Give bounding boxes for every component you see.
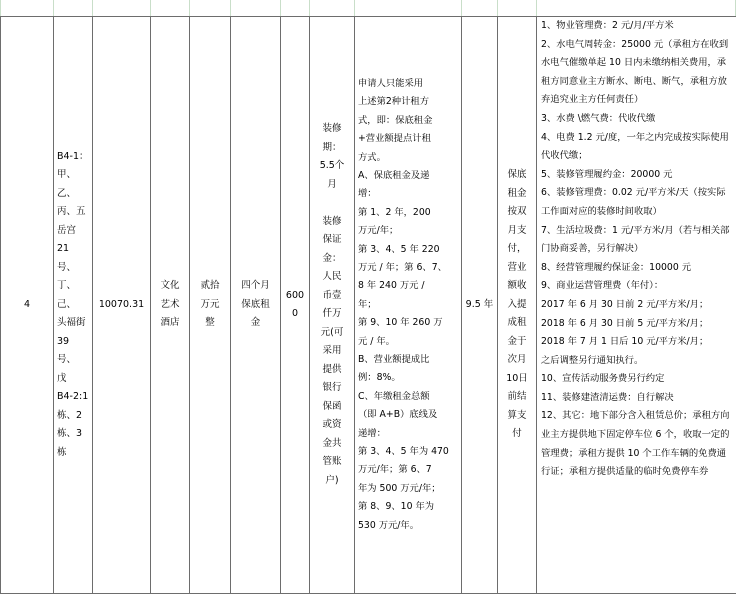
cell-other-terms[interactable]: 1、物业管理费：2 元/月/平方米 2、水电气周转金：25000 元（承租方在收到水电气催缴单起 10 日内未缴纳相关费用，承租方同意业主方断水、断电、断气，承租方放弃追究业主方任何责任） 3、水费 \燃气费：代收代缴 4、电费 1.2 元/度，一年之内完成按实际使用代收代缴； 5、装修管理履约金：20000 元 6、装修管理费：0.02 元/平方米/天（按实际工作面对应的装修时间收取） 7、生活垃圾费：1 元/平方米/月（若与相关部门协商妥善，另行解决） 8、经营管理履约保证金：10000 元 9、商业运营管理费（年付）： 2017 年 6 月 30 日前 2 元/平方米/月； 2018 年 6 月 30 日前 5 元/平方米/月； 2018 年 7 月 1 日后 10 元/平方米/月； 之后调整另行通知执行。 10、宣传活动服务费另行约定 11、装修建渣清运费：自行解决 12、其它：地下部分含入租赁总价；承租方向业主方提供地下固定停车位 6 个，收取一定的管理费；承租方提供 10 个工作车辆的免费通行证；承租方提供适量的临时免费停车券 (537, 17, 736, 594)
spreadsheet-gridlines (0, 0, 736, 16)
cell-decoration[interactable]: 装修 期： 5.5个 月 装修 保证 金： 人民 币壹 仟万 元(可 采用 提供 银行 保函 或资 金共 管账 户) (310, 17, 355, 594)
cell-use[interactable]: 文化 艺术 酒店 (151, 17, 190, 594)
cell-deposit-amount[interactable]: 6000 (281, 17, 310, 594)
cell-deposit[interactable]: 四个月 保底租 金 (231, 17, 281, 594)
cell-index[interactable]: 4 (1, 17, 54, 594)
lease-terms-table (0, 16, 736, 594)
cell-years[interactable]: 9.5 年 (462, 17, 498, 594)
table-row (1, 17, 736, 594)
cell-area[interactable]: 10070.31 (93, 17, 151, 594)
cell-payment[interactable]: 保底 租金 按双 月支 付， 营业 额收 入提 成租 金于 次月 10日 前结 算支 付 (498, 17, 537, 594)
cell-unit[interactable]: B4-1： 甲、乙、 丙、五 岳宫 21 号、 丁、己、 头福街 39 号、 戊 B4-2:1 栋、2 栋、3 栋 (54, 17, 93, 594)
cell-rent-plan[interactable]: 申请人只能采用 上述第2种计租方 式，即：保底租金 +营业额提点计租 方式。 A、保底租金及递 增： 第 1、2 年，200 万元/年； 第 3、4、5 年 220 万元 / 年；第 6、7、 8 年 240 万元 / 年； 第 9、10 年 260 万 元 / 年。 B、营业额提成比 例：8%。 C、年缴租金总额 （即 A+B）底线及 递增： 第 3、4、5 年为 470 万元/年；第 6、7 年为 500 万元/年； 第 8、9、10 年为 530 万元/年。 (355, 17, 462, 594)
cell-term[interactable]: 贰拾 万元 整 (190, 17, 231, 594)
